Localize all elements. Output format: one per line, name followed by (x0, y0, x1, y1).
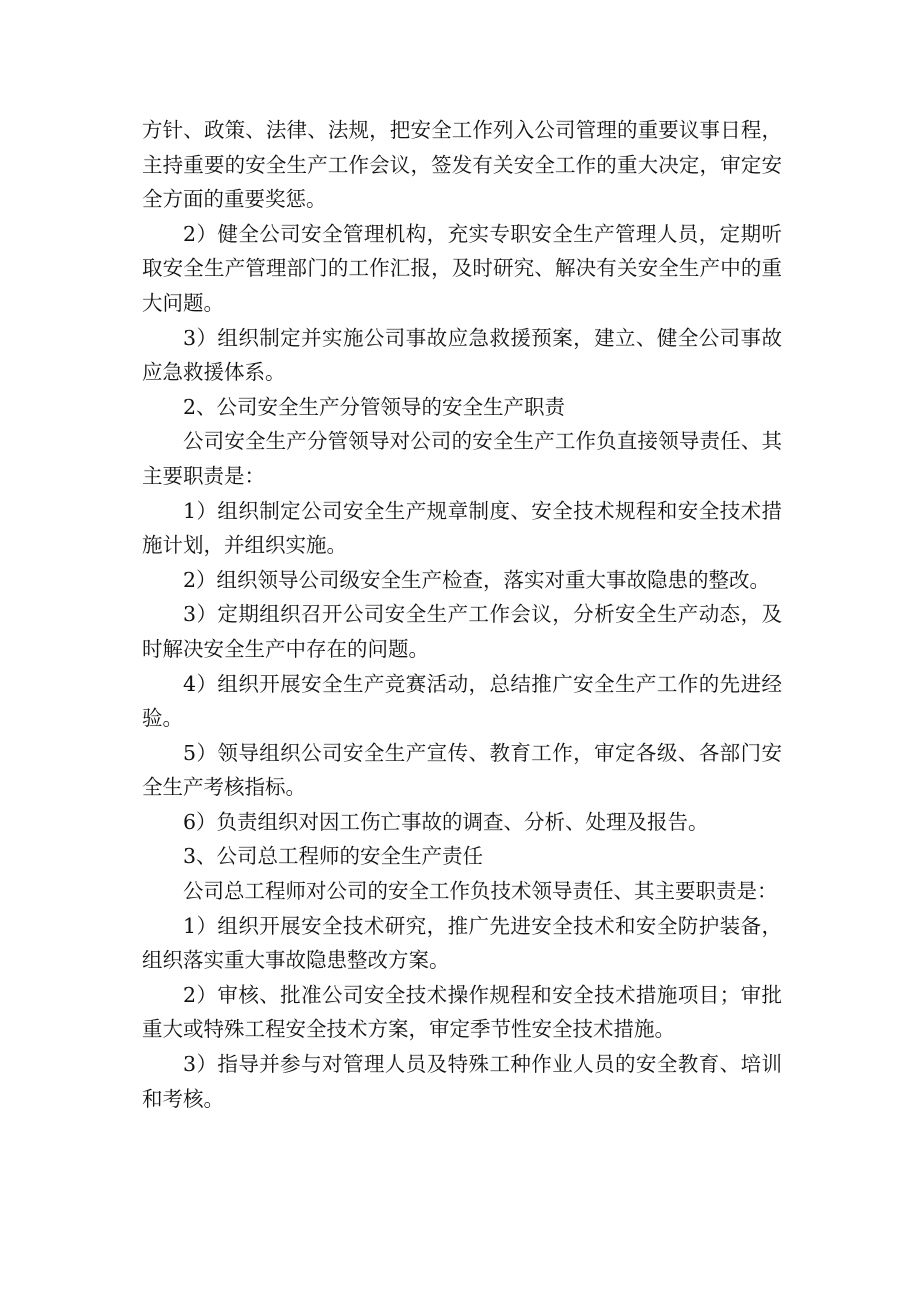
paragraph: 2）健全公司安全管理机构，充实专职安全生产管理人员，定期听取安全生产管理部门的工作汇报，及时研究、解决有关安全生产中的重大问题。 (142, 221, 782, 315)
document-body (142, 113, 782, 1116)
paragraph: 2）审核、批准公司安全技术操作规程和安全技术措施项目；审批重大或特殊工程安全技术方案，审定季节性安全技术措施。 (142, 982, 782, 1042)
paragraph: 4）组织开展安全生产竞赛活动，总结推广安全生产工作的先进经验。 (142, 671, 782, 731)
paragraph: 公司安全生产分管领导对公司的安全生产工作负直接领导责任、其主要职责是： (142, 429, 782, 488)
section-heading: 2、公司安全生产分管领导的安全生产职责 (183, 394, 566, 419)
section-heading: 3、公司总工程师的安全生产责任 (183, 844, 484, 869)
paragraph: 3）组织制定并实施公司事故应急救援预案，建立、健全公司事故应急救援体系。 (142, 325, 782, 385)
paragraph: 公司总工程师对公司的安全工作负技术领导责任、其主要职责是： (183, 879, 778, 904)
paragraph: 3）指导并参与对管理人员及特殊工种作业人员的安全教育、培训和考核。 (142, 1052, 782, 1111)
paragraph: 方针、政策、法律、法规，把安全工作列入公司管理的重要议事日程，主持重要的安全生产工作会议，签发有关安全工作的重大决定，审定安全方面的重要奖惩。 (142, 118, 782, 212)
paragraph: 2）组织领导公司级安全生产检查，落实对重大事故隐患的整改。 (183, 567, 771, 592)
paragraph: 5）领导组织公司安全生产宣传、教育工作，审定各级、各部门安全生产考核指标。 (142, 740, 782, 800)
paragraph: 1）组织开展安全技术研究，推广先进安全技术和安全防护装备，组织落实重大事故隐患整改方案。 (142, 913, 782, 973)
paragraph: 3）定期组织召开公司安全生产工作会议，分析安全生产动态，及时解决安全生产中存在的问题。 (142, 602, 782, 661)
paragraph: 6）负责组织对因工伤亡事故的调查、分析、处理及报告。 (183, 809, 709, 834)
paragraph: 1）组织制定公司安全生产规章制度、安全技术规程和安全技术措施计划，并组织实施。 (142, 498, 782, 558)
